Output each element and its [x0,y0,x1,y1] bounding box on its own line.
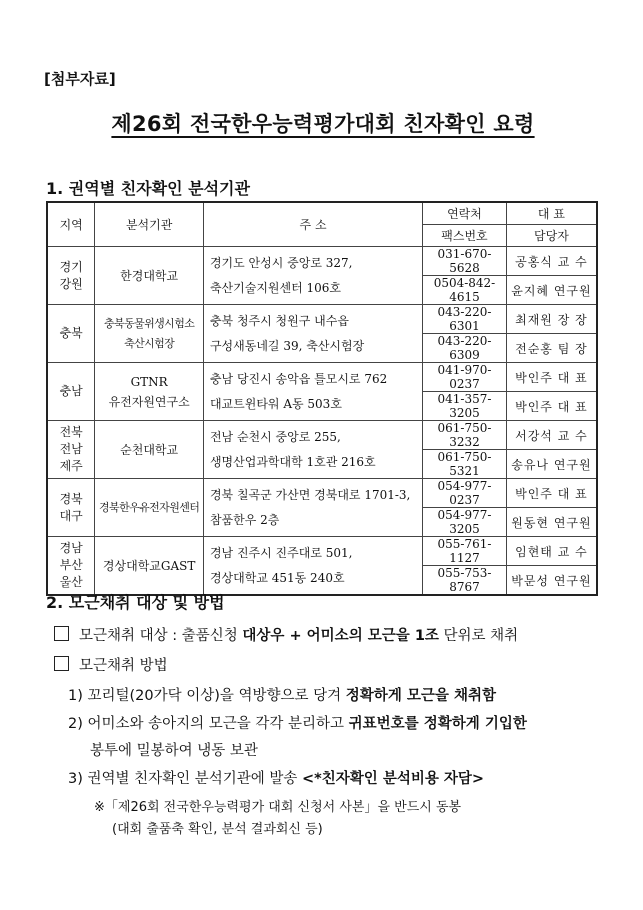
checkbox-icon [54,626,69,641]
step2-text: 2) 어미소와 송아지의 모근을 각각 분리하고 [68,716,349,732]
table-row [47,305,597,334]
section1-heading: 1. 권역별 친자확인 분석기관 [46,179,250,198]
rep-cell: 송유나 연구원 [506,450,597,479]
rep-cell: 전순홍 팀 장 [506,334,597,363]
table-row [47,479,597,508]
attachment-tag: [첨부자료] [44,70,116,88]
phone-cell: 054-977-3205 [423,508,507,537]
header-address: 주 소 [203,202,422,247]
address-cell: 경남 진주시 진주대로 501, 경상대학교 451동 240호 [203,537,422,596]
header-rep: 대 표 [506,202,597,225]
note-line-2: (대회 출품축 확인, 분석 결과회신 등) [112,822,323,837]
phone-cell: 055-761-1127 [423,537,507,566]
table-row [47,421,597,450]
address-cell: 경기도 안성시 중앙로 327, 축산기술지원센터 106호 [203,247,422,305]
agency-table [46,201,598,596]
method-step-1 [68,684,496,705]
address-cell: 충북 청주시 청원구 내수읍 구성새동네길 39, 축산시험장 [203,305,422,363]
rep-cell: 윤지혜 연구원 [506,276,597,305]
sampling-method-item [54,654,168,675]
rep-cell: 공홍식 교 수 [506,247,597,276]
region-cell: 경북 대구 [47,479,95,537]
agency-cell: 경북한우유전자원센터 [95,479,204,537]
agency-cell: 경상대학교GAST [95,537,204,596]
region-cell: 경남 부산 울산 [47,537,95,596]
agency-cell: GTNR 유전자원연구소 [95,363,204,421]
step1-text: 1) 꼬리털(20가닥 이상)을 역방향으로 당겨 [68,688,346,704]
rep-cell: 임현태 교 수 [506,537,597,566]
rep-cell: 최재원 장 장 [506,305,597,334]
rep-cell: 박인주 대 표 [506,479,597,508]
document-title: 제26회 전국한우능력평가대회 친자확인 요령 [111,112,535,136]
sampling-method-label: 모근채취 방법 [79,658,168,674]
agency-cell: 한경대학교 [95,247,204,305]
rep-cell: 원동현 연구원 [506,508,597,537]
checkbox-icon [54,656,69,671]
method-step-2 [68,712,527,733]
step2-emphasis: 귀표번호를 정확하게 기입한 [348,716,527,732]
header-manager: 담당자 [506,225,597,247]
phone-cell: 061-750-5321 [423,450,507,479]
rep-cell: 박인주 대 표 [506,363,597,392]
note-line-1: ※「제26회 전국한우능력평가 대회 신청서 사본」을 반드시 동봉 [94,800,462,815]
rep-cell: 서강석 교 수 [506,421,597,450]
region-cell: 충북 [47,305,95,363]
rep-cell: 박인주 대 표 [506,392,597,421]
table-row [47,537,597,566]
phone-cell: 041-357-3205 [423,392,507,421]
address-cell: 경북 칠곡군 가산면 경북대로 1701-3, 참품한우 2층 [203,479,422,537]
sampling-target-item [54,624,518,645]
address-cell: 전남 순천시 중앙로 255, 생명산업과학대학 1호관 216호 [203,421,422,479]
phone-cell: 043-220-6301 [423,305,507,334]
step3-emphasis: <*친자확인 분석비용 자담> [302,771,485,787]
region-cell: 경기 강원 [47,247,95,305]
step3-text: 3) 권역별 친자확인 분석기관에 발송 [68,771,303,787]
phone-cell: 055-753-8767 [423,566,507,596]
phone-cell: 041-970-0237 [423,363,507,392]
sampling-target-emphasis: 대상우 + 어미소의 모근을 1조 [242,628,439,644]
region-cell: 충남 [47,363,95,421]
header-region: 지역 [47,202,95,247]
header-contact: 연락처 [423,202,507,225]
table-row [47,247,597,276]
rep-cell: 박문성 연구원 [506,566,597,596]
table-row [47,363,597,392]
phone-cell: 031-670-5628 [423,247,507,276]
step1-emphasis: 정확하게 모근을 채취함 [345,688,496,704]
header-fax: 팩스번호 [423,225,507,247]
section2-heading: 2. 모근채취 대상 및 방법 [46,593,225,612]
phone-cell: 054-977-0237 [423,479,507,508]
method-step-2-cont: 봉투에 밀봉하여 냉동 보관 [90,743,258,759]
method-step-3 [68,767,484,788]
agency-cell: 순천대학교 [95,421,204,479]
region-cell: 전북 전남 제주 [47,421,95,479]
sampling-target-lead: 모근채취 대상 : 출품신청 [79,628,243,644]
phone-cell: 0504-842-4615 [423,276,507,305]
header-agency: 분석기관 [95,202,204,247]
phone-cell: 043-220-6309 [423,334,507,363]
address-cell: 충남 당진시 송악읍 틀모시로 762 대교트윈타워 A동 503호 [203,363,422,421]
agency-cell: 충북동물위생시험소 축산시험장 [95,305,204,363]
phone-cell: 061-750-3232 [423,421,507,450]
sampling-target-tail: 단위로 채취 [438,628,519,644]
